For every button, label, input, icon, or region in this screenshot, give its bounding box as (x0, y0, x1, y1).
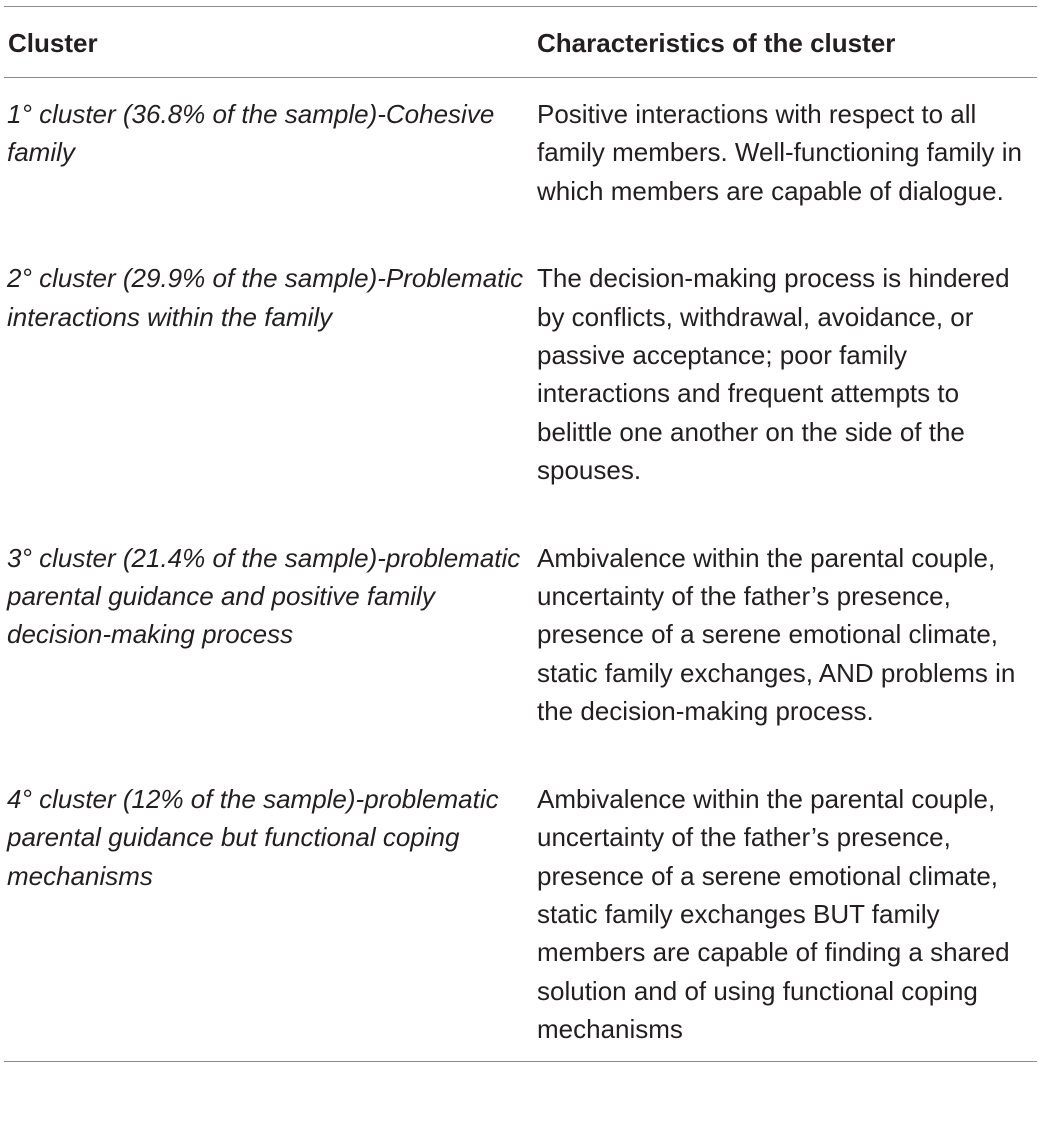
table-header-row (4, 7, 1037, 78)
characteristics-cell: Ambivalence within the parental couple, uncertainty of the father’s presence, presence of a serene emotional climate, static family exchanges BUT family members are capable of finding a shared solution and of using functional coping mechanisms (537, 783, 1010, 1045)
table-row (4, 259, 1037, 538)
cluster-cell: 3° cluster (21.4% of the sample)-problematic parental guidance and positive family decision-making process (7, 542, 521, 650)
header-cluster: Cluster (8, 28, 98, 58)
cluster-table-container (4, 0, 1037, 1062)
characteristics-cell: The decision-making process is hindered by conflicts, withdrawal, avoidance, or passive acceptance; poor family interactions and frequent attempts to belittle one another on the side of the spouses. (537, 263, 1010, 486)
characteristics-cell: Positive interactions with respect to all family members. Well-functioning family in which members are capable of dialogue. (537, 99, 1022, 206)
cluster-table (4, 7, 1037, 1062)
characteristics-cell: Ambivalence within the parental couple, uncertainty of the father’s presence, presence of a serene emotional climate, static family exchanges, AND problems in the decision-making process. (537, 542, 1016, 727)
header-characteristics: Characteristics of the cluster (537, 28, 896, 58)
table-row (4, 539, 1037, 780)
table-row (4, 78, 1037, 260)
cluster-cell: 2° cluster (29.9% of the sample)-Problematic interactions within the family (7, 263, 524, 332)
cluster-cell: 4° cluster (12% of the sample)-problematic parental guidance but functional coping mechanisms (7, 783, 499, 891)
cluster-cell: 1° cluster (36.8% of the sample)-Cohesive family (7, 99, 495, 168)
table-row (4, 780, 1037, 1061)
